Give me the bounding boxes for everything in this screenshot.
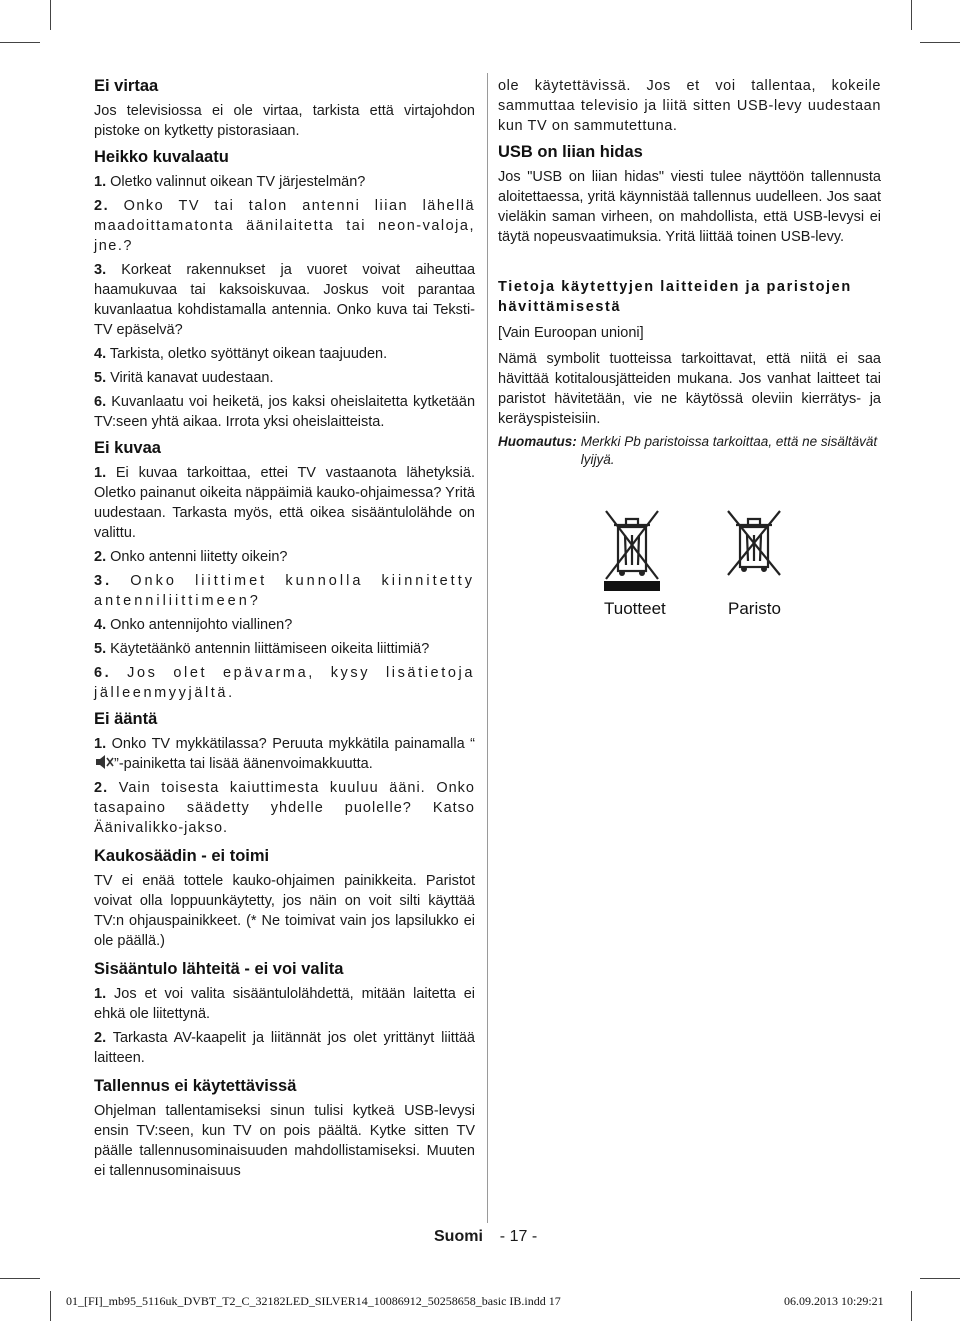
section-heading: Ei kuvaa: [94, 439, 161, 457]
crop-mark: [920, 1278, 960, 1279]
language-label: Suomi: [434, 1228, 483, 1245]
list-item: 6. Jos olet epävarma, kysy lisätietoja jälleenmyyjältä.: [94, 665, 475, 701]
left-column: [94, 76, 475, 1181]
mute-icon: [94, 754, 114, 770]
products-label: Tuotteet: [604, 599, 666, 618]
crop-mark: [50, 0, 51, 30]
section-heading: USB on liian hidas: [498, 143, 643, 161]
right-column: [498, 76, 881, 469]
section-heading: Ei ääntä: [94, 710, 158, 728]
region-note: [Vain Euroopan unioni]: [498, 325, 644, 341]
section-heading: Tallennus ei käytettävissä: [94, 1077, 297, 1095]
paragraph: Nämä symbolit tuotteissa tarkoittavat, että niitä ei saa hävittää kotitalousjätteiden mukana. Jos vanhat laitteet tai paristot hävitetään, vie ne käytössä oleviin kierrätys- ja keräyspisteisiin.: [498, 351, 881, 427]
section-heading: Heikko kuvalaatu: [94, 148, 229, 166]
print-slug-date: 06.09.2013 10:29:21: [784, 1294, 884, 1308]
paragraph: ole käytettävissä. Jos et voi tallentaa, kokeile sammuttaa televisio ja liitä sitten USB-levy uudestaan kun TV on sammutettuna.: [498, 78, 881, 134]
battery-label: Paristo: [728, 599, 781, 618]
crop-mark: [0, 1278, 40, 1279]
note-label: Huomautus:: [498, 434, 577, 449]
paragraph: Jos "USB on liian hidas" viesti tulee näyttöön tallennusta aloitettaessa, yritä käynnistää tallennus uudelleen. Jos saat vieläkin saman virheen, on mahdollista, että USB-levysi ei täytä nopeusvaatimuksia. Yritä liittää toinen USB-levy.: [498, 169, 881, 245]
list-item: 6. Kuvanlaatu voi heiketä, jos kaksi oheislaitetta kytketään TV:seen yhtä aikaa. Irrota yksi oheislaitteista.: [94, 394, 476, 430]
crossed-bin-icon: [726, 505, 782, 586]
list-item: 3. Onko liittimet kunnolla kiinnitetty antenniliittimeen?: [94, 573, 475, 609]
crop-mark: [0, 42, 40, 43]
list-item: 1. Onko TV mykkätilassa? Peruuta mykkätila painamalla “”-painiketta tai lisää äänenvoimakkuutta.: [94, 736, 476, 772]
section-heading: Tietoja käytettyjen laitteiden ja paristojen hävittämisestä: [498, 279, 852, 315]
note: [498, 433, 881, 469]
list-item: 1. Oletko valinnut oikean TV järjestelmän?: [94, 174, 366, 190]
list-item: 2. Vain toisesta kaiuttimesta kuuluu ääni. Onko tasapaino säädetty yhdelle puolelle? Katso Äänivalikko-jakso.: [94, 780, 475, 836]
list-item: 4. Onko antennijohto viallinen?: [94, 617, 293, 633]
list-item: 1. Ei kuvaa tarkoittaa, ettei TV vastaanota lähetyksiä. Oletko painanut oikeita näppäimiä kauko-ohjaimessa? Yritä uudestaan. Tarkasta myös, että oikea sisääntulolähde on valittu.: [94, 465, 475, 541]
page-number: - 17 -: [499, 1228, 538, 1245]
section-heading: Sisääntulo lähteitä - ei voi valita: [94, 960, 344, 978]
list-item: 5. Viritä kanavat uudestaan.: [94, 370, 274, 386]
note-text: Merkki Pb paristoissa tarkoittaa, että ne sisältävät lyijyä.: [580, 434, 878, 467]
section-heading: Kaukosäädin - ei toimi: [94, 847, 270, 865]
list-item: 3. Korkeat rakennukset ja vuoret voivat aiheuttaa haamukuvaa tai kaksoiskuvaa. Joskus voit parantaa kuvanlaatua kohdistamalla antennia. Onko kuva tai Teksti-TV epäselvä?: [94, 262, 476, 338]
list-item: 5. Käytetäänkö antennin liittämiseen oikeita liittimiä?: [94, 641, 430, 657]
crop-mark: [911, 1291, 912, 1321]
disposal-symbols: [592, 505, 832, 625]
print-slug-file: 01_[FI]_mb95_5116uk_DVBT_T2_C_32182LED_SILVER14_10086912_50258658_basic IB.indd 17: [66, 1294, 561, 1308]
column-divider: [487, 73, 488, 1223]
list-item: 2. Tarkasta AV-kaapelit ja liitännät jos olet yrittänyt liittää laitteen.: [94, 1030, 475, 1066]
crop-mark: [920, 42, 960, 43]
section-heading: Ei virtaa: [94, 77, 159, 95]
crop-mark: [911, 0, 912, 30]
list-item: 2. Onko antenni liitetty oikein?: [94, 549, 288, 565]
paragraph: TV ei enää tottele kauko-ohjaimen painikkeita. Paristot voivat olla loppuunkäytetty, jos näin on voit silti käyttää TV:n ohjauspainikkeet. (* Ne toimivat vain jos lapsilukko ei ole päällä.): [94, 873, 475, 949]
page-footer: [434, 1228, 537, 1246]
crop-mark: [50, 1291, 51, 1321]
list-item: 1. Jos et voi valita sisääntulolähdettä, mitään laitetta ei ehkä ole liitettynä.: [94, 986, 475, 1022]
list-item: 4. Tarkista, oletko syöttänyt oikean taajuuden.: [94, 346, 388, 362]
paragraph: Ohjelman tallentamiseksi sinun tulisi kytkeä USB-levysi ensin TV:seen, kun TV on pois päältä. Kytke sitten TV päälle tallennusominaisuuden mahdollistamiseksi. Muuten ei tallennusominaisuus: [94, 1103, 475, 1179]
crossed-bin-icon: [604, 505, 660, 596]
list-item: 2. Onko TV tai talon antenni liian lähellä maadoittamatonta äänilaitetta tai neon-valoja, jne.?: [94, 198, 476, 254]
paragraph: Jos televisiossa ei ole virtaa, tarkista että virtajohdon pistoke on kytketty pistorasiaan.: [94, 103, 475, 139]
